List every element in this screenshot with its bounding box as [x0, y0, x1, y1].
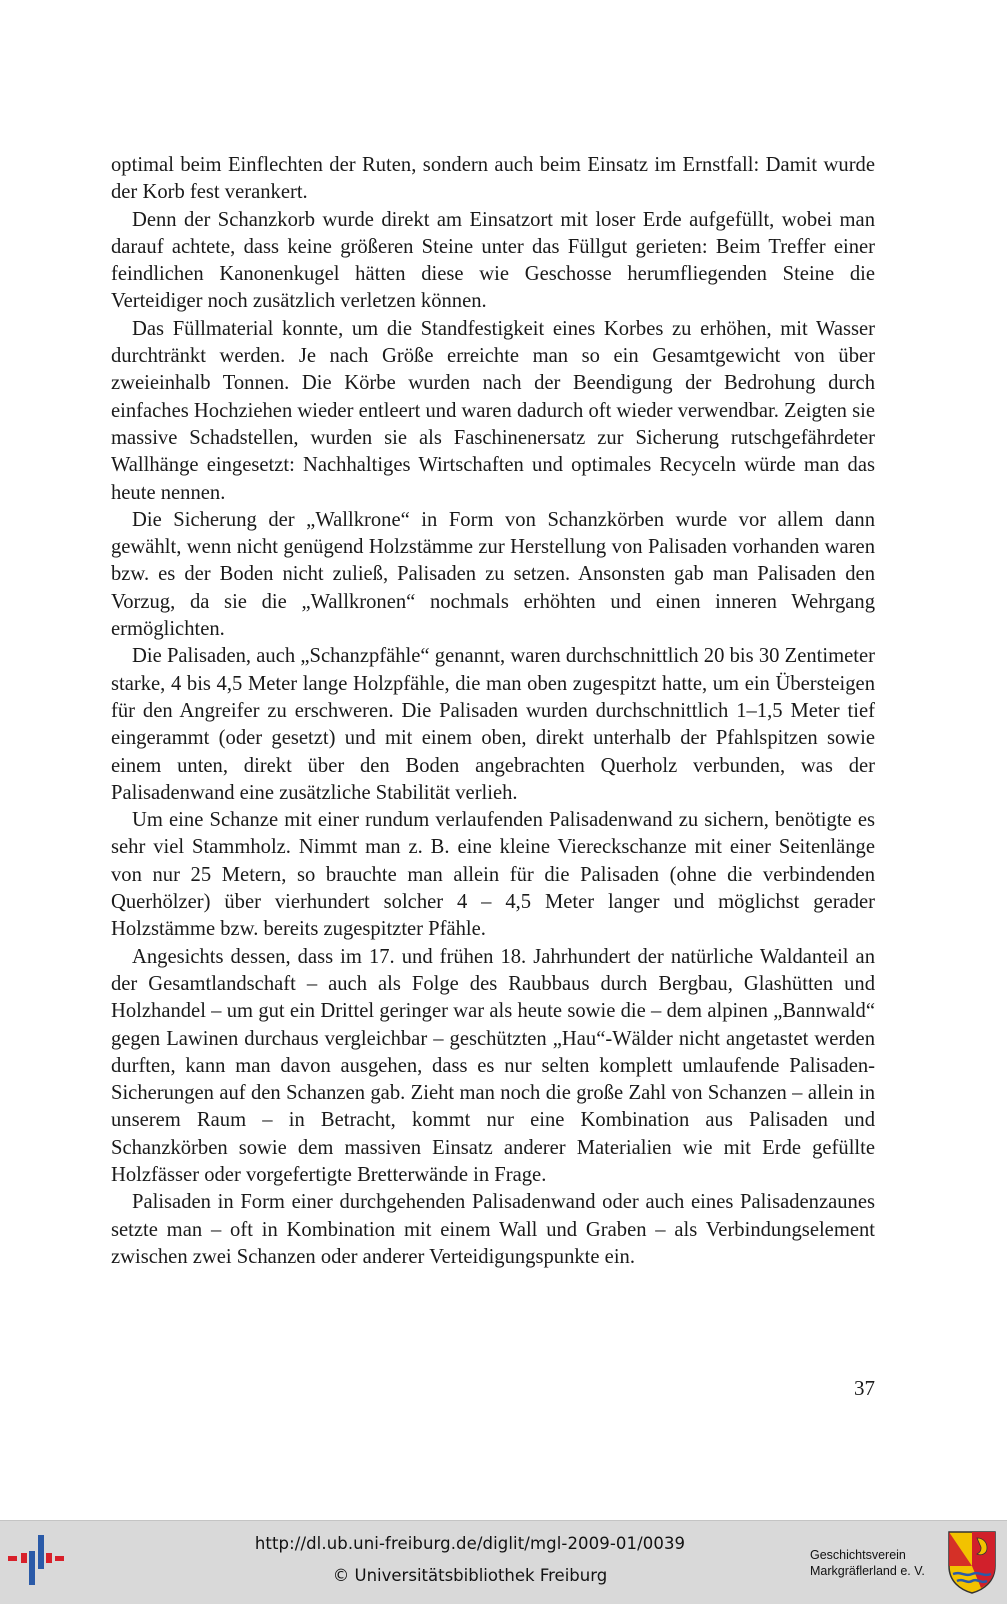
page-number: 37 [854, 1376, 875, 1400]
source-url-link[interactable]: http://dl.ub.uni-freiburg.de/diglit/mgl-2009-01/0039 [254, 1534, 686, 1553]
paragraph-3: Das Füllmaterial konnte, um die Standfestigkeit eines Korbes zu erhöhen, mit Wasser durchtränkt werden. Je nach Größe erreichte man so ein Gesamtgewicht von über zweieinhalb Tonnen. Die Körbe wurden nach der Beendigung der Bedrohung durch einfaches Hochziehen wieder entleert und waren dadurch oft wieder verwendbar. Zeigten sie massive Schadstellen, wurden sie als Faschinenersatz zur Sicherung rutschgefährdeter Wallhänge eingesetzt: Nachhaltiges Wirtschaften und optimales Recyceln würde man das heute nennen. [111, 317, 875, 504]
footer-bar [0, 1520, 1007, 1604]
paragraph-5: Die Palisaden, auch „Schanzpfähle“ genannt, waren durchschnittlich 20 bis 30 Zentimeter starke, 4 bis 4,5 Meter lange Holzpfähle, die man oben zugespitzt hatte, um ein Übersteigen für den Angreifer zu erschweren. Die Palisaden wurden durchschnittlich 1–1,5 Meter tief eingerammt (oder gesetzt) und mit einem oben, direkt unterhalb der Pfahlspitzen sowie einem unten, direkt über den Boden angebrachten Querholz verbunden, was der Palisadenwand eine zusätzliche Stabilität verlieh. [111, 645, 875, 804]
paragraph-1: optimal beim Einflechten der Ruten, sondern auch beim Einsatz im Ernstfall: Damit wurde der Korb fest verankert. [111, 154, 875, 204]
society-name-line-2: Markgräflerland e. V. [810, 1564, 925, 1578]
paragraph-7: Angesichts dessen, dass im 17. und frühen 18. Jahrhundert der natürliche Waldanteil an der Gesamtlandschaft – auch als Folge des Raubbaus durch Bergbau, Glashütten und Holzhandel – um gut ein Drittel geringer war als heute sowie die – dem alpinen „Bannwald“ gegen Lawinen durchaus vergleichbar – geschützten „Hau“-Wälder nicht angetastet werden durften, kann man davon ausgehen, dass es nur selten komplett umlaufende Palisaden-Sicherungen auf den Schanzen gab. Zieht man noch die große Zahl von Schanzen – allein in unserem Raum – in Betracht, kommt nur eine Kombination aus Palisaden und Schanzkörben sowie dem massiven Einsatz anderer Materialien wie mit Erde gefüllte Holzfässer oder vorgefertigte Bretterwände in Frage. [111, 945, 875, 1186]
coat-of-arms-icon[interactable] [947, 1530, 997, 1594]
ub-freiburg-logo-icon[interactable] [8, 1535, 64, 1587]
copyright-text: © Universitätsbibliothek Freiburg [332, 1566, 608, 1585]
paragraph-4: Die Sicherung der „Wallkrone“ in Form von Schanzkörben wurde vor allem dann gewählt, wenn nicht genügend Holzstämme zur Herstellung von Palisaden vorhanden waren bzw. es der Boden nicht zuließ, Palisaden zu setzen. Ansonsten gab man Palisaden den Vorzug, da sie die „Wallkronen“ nochmals erhöhten und einen inneren Wehrgang ermöglichten. [111, 508, 875, 641]
paragraph-2: Denn der Schanzkorb wurde direkt am Einsatzort mit loser Erde aufgefüllt, wobei man darauf achtete, dass keine größeren Steine unter das Füllgut gerieten: Beim Treffer einer feindlichen Kanonenkugel hätten diese wie Geschosse herumfliegenden Steine die Verteidiger noch zusätzlich verletzen können. [111, 208, 875, 313]
paragraph-8: Palisaden in Form einer durchgehenden Palisadenwand oder auch eines Palisadenzaunes setzte man – oft in Kombination mit einem Wall und Graben – als Verbindungselement zwischen zwei Schanzen oder anderer Verteidigungspunkte ein. [111, 1191, 875, 1268]
body-text [111, 152, 875, 1271]
society-name-line-1: Geschichtsverein [810, 1548, 906, 1562]
society-name [810, 1547, 940, 1579]
paragraph-6: Um eine Schanze mit einer rundum verlaufenden Palisadenwand zu sichern, benötigte es sehr viel Stammholz. Nimmt man z. B. eine kleine Viereckschanze mit einer Seitenlänge von nur 25 Metern, so brauchte man allein für die Palisaden (ohne die verbindenden Querhölzer) über vierhundert solcher 4 – 4,5 Meter langer und möglichst gerader Holzstämme bzw. bereits zugespitzter Pfähle. [111, 809, 875, 941]
